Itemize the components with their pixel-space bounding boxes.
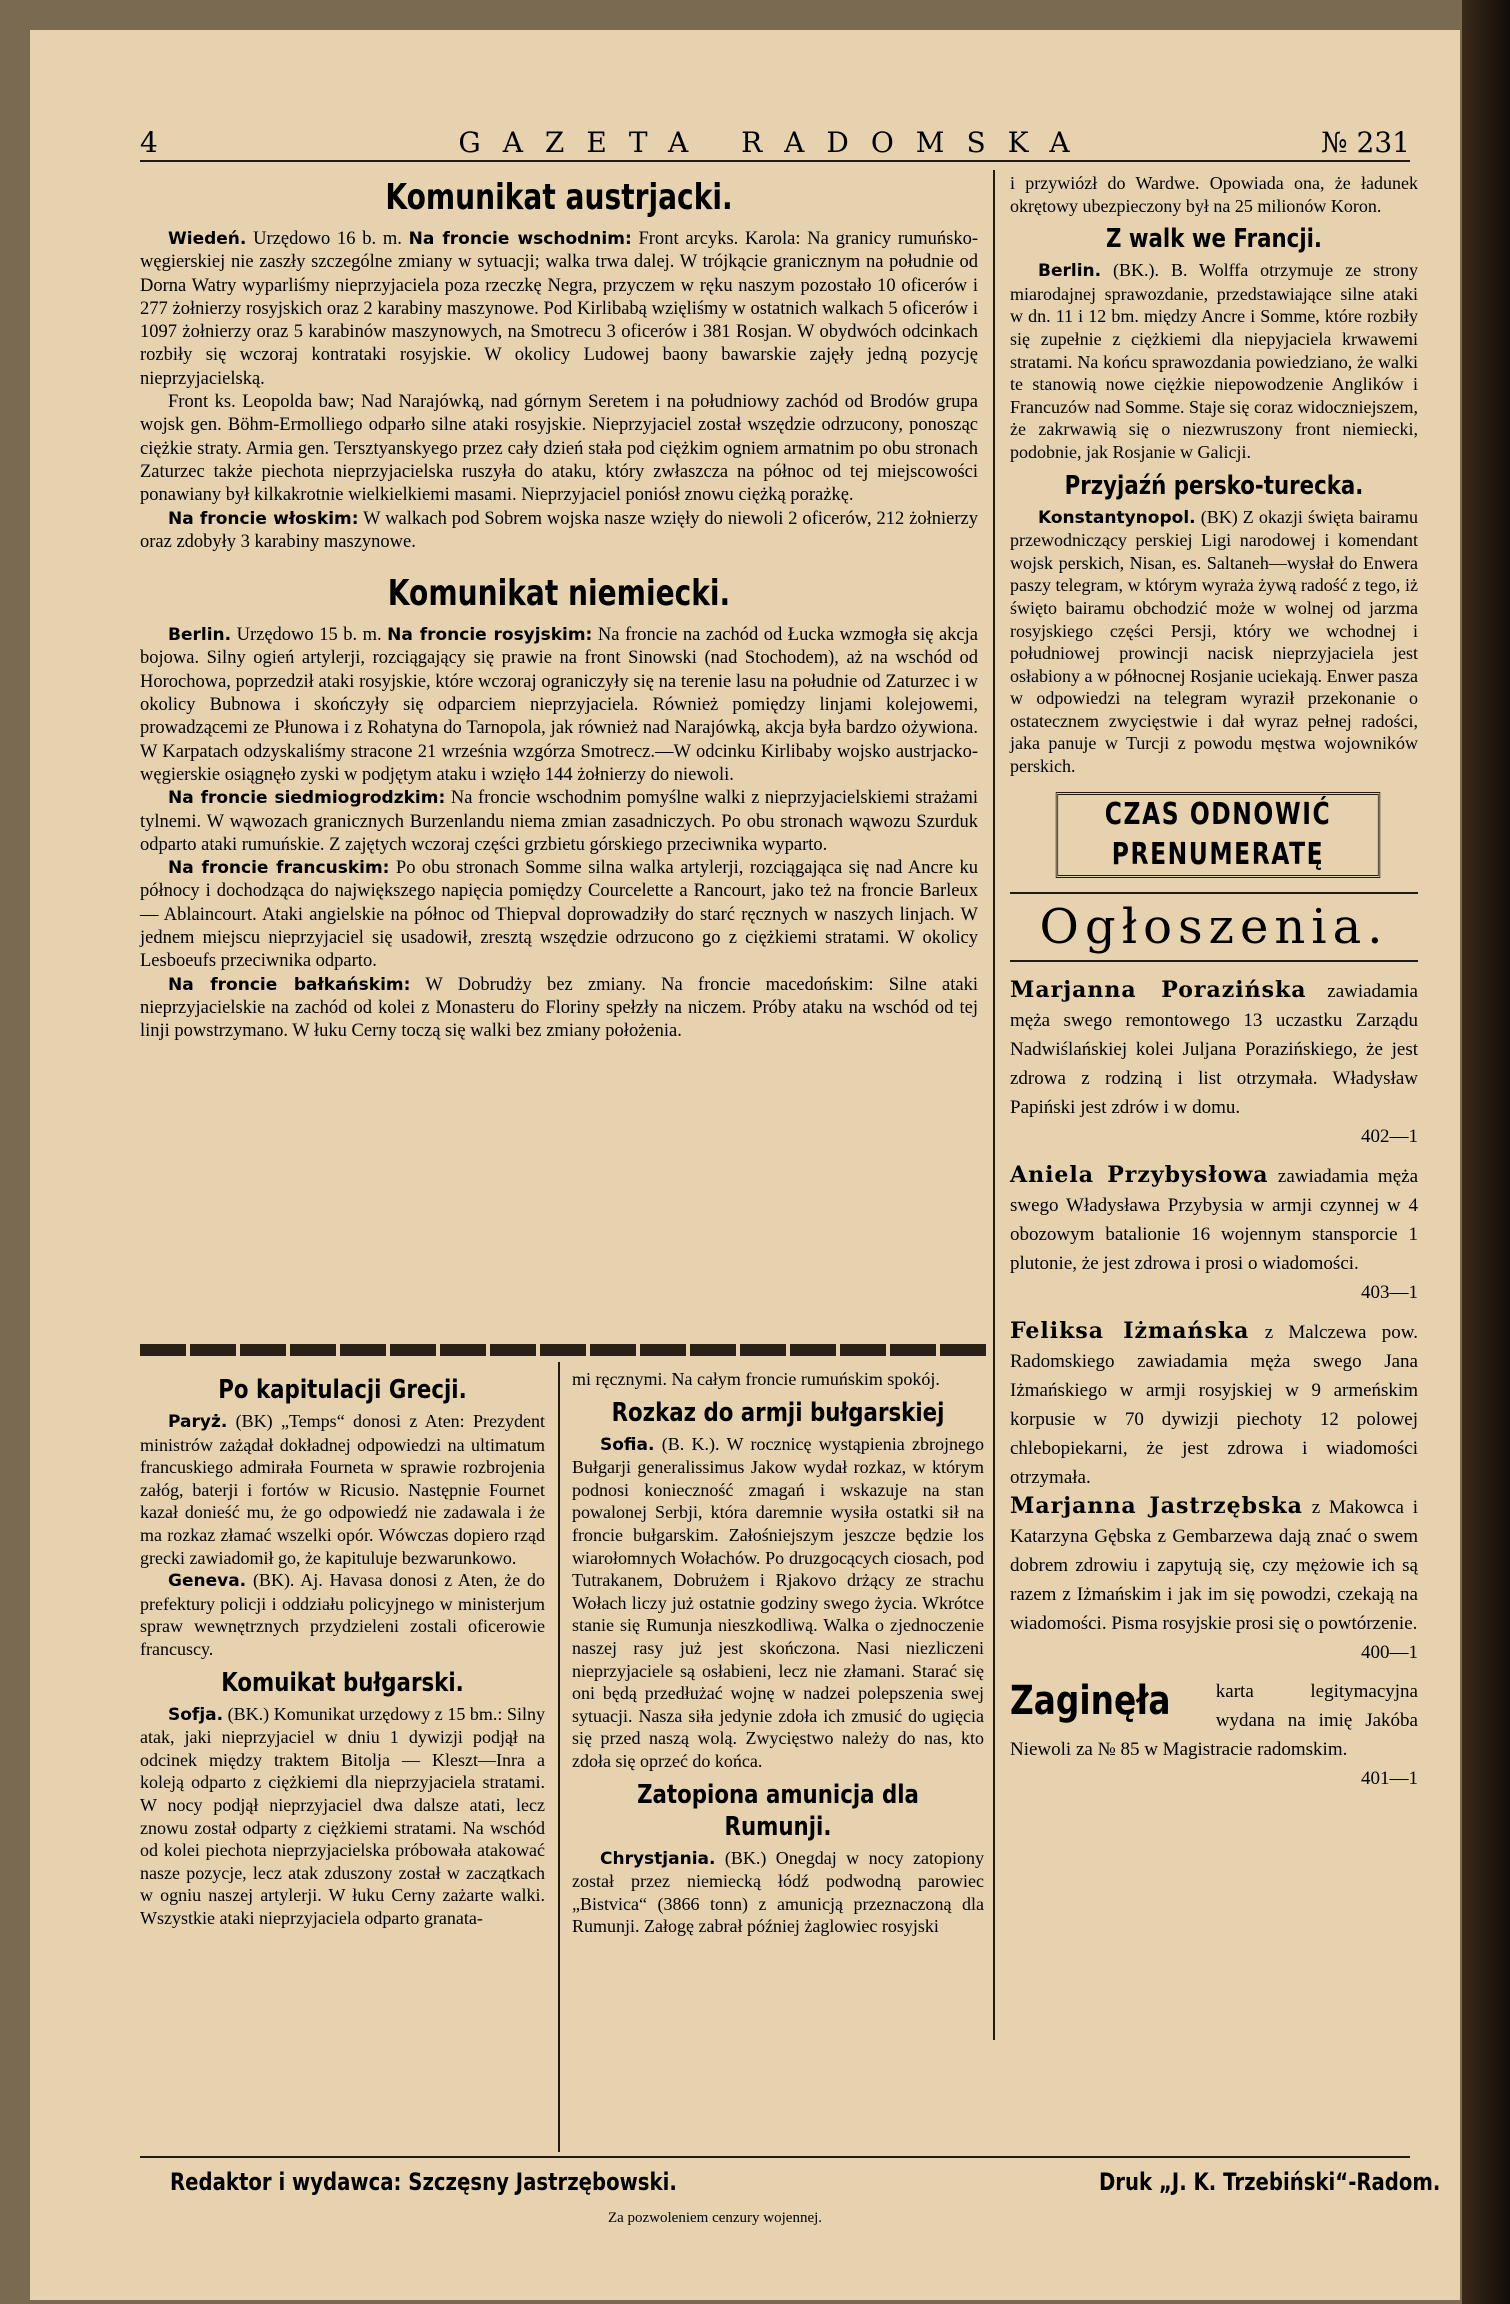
continued-text: i przywiózł do Wardwe. Opowiada ona, że ładunek okrętowy ubezpieczony był na 25 milionów Koron.	[1010, 173, 1418, 216]
bulgar-comm-title: Komuikat bułgarski.	[221, 1667, 464, 1698]
page-number: 4	[140, 126, 158, 159]
german-paragraph: Na froncie siedmiogrodzkim: Na froncie wschodnim pomyślne walki z nieprzyjacielskiemi strażami tylnemi. W wąwozach granicznych Burzenlandu niema zmian zasadniczych. Po obu stronach wąwozu Szurduk odparto ataki rumuńskie. Z zajętych wczoraj części grzbietu górskiego przeciwnika wyparto.	[140, 788, 978, 855]
classified-ad: Feliksa Iżmańska z Malczewa pow. Radomskiego zawiadamia męża swego Jana Iżmańskiego w armji rosyjskiej w 9 armeńskim korpusie w 70 dywizji piechoty 12 polowej chlebopiekarni, że jest zdrowa i wiadomości otrzymała.	[1010, 1317, 1418, 1488]
persia-title: Przyjaźń persko-turecka.	[1064, 470, 1364, 501]
austrian-paragraph: Front ks. Leopolda baw; Nad Narajówką, nad górnym Seretem i na południowy zachód od Brodów grupa wojsk gen. Böhm-Ermolliego odparło silne ataki rosyjskie. Nieprzyjaciel został wszędzie odrzucony, ponosząc ciężkie straty. Armia gen. Tersztyanskyego przez cały dzień stała pod ciężkim ogniem armatnim po obu stronach Zaturzec także piechota nieprzyjacielska ruszyła do ataku, który zwłaszcza na północ od tej miejscowości ponawiany był kilkakrotnie wielkielkiemi masami. Nieprzyjaciel poniósł znowu ciężką porażkę.	[140, 392, 978, 506]
newspaper-title: GAZETA RADOMSKA	[458, 126, 1092, 159]
classified-ad: Aniela Przybysłowa zawiadamia męża swego Władysława Przybysia w armji czynnej w 4 obozowym batalionie 16 wojennym stansporcie 1 plutonie, że jest zdrowa i prosi o wiadomości. 403—1	[1010, 1161, 1418, 1303]
bulgar-army-column	[572, 1368, 984, 1938]
france-title: Z walk we Francji.	[1105, 224, 1323, 255]
communiques-column	[140, 172, 978, 1044]
bulgar-army-paragraph: Sofia. (B. K.). W rocznicę wystąpienia zbrojnego Bułgarji generalissimus Jakow wydał rozkaz, w którym podnosi konieczność zmagań i wskazuje na stan powalonej Serbji, która daremnie wysiła ostatki sił na froncie bułgarskim. Załośniejszym jeszcze będzie los wiarołomnych Wołachów. Po druzgocących ciosach, pod Tutrakanem, Dobrużem i Rjakovo drżący ze strachu Wołach liczy już ostatnie godziny swego życia. Wkrótce stanie się Rumunja nieszkodliwą. Walka o zjednoczenie naszej rasy już jest skończona. Nasi niezliczeni nieprzyjaciele są osłabieni, lecz nie złamani. Starać się oni będą przedłużać wojnę w nadzei polepszenia swej sytuacji. Nasza siła jedynie zdoła ich zmusić do ugięcia się przed naszą wolą. Zwycięstwo należy do nas, kto zdoła się oprzeć do końca.	[572, 1433, 984, 1771]
masthead	[140, 126, 1410, 162]
printer-line: Druk „J. K. Trzebiński“-Radom.	[1098, 2168, 1440, 2196]
austrian-paragraph: Wiedeń. Urzędowo 16 b. m. Na froncie wschodnim: Front arcyks. Karola: Na granicy rumuńsko-węgierskiej nie zaszły szczególne zmiany w sytuacji; walka trwa dalej. W trójkącie granicznym na południe od Dorna Watry wyparliśmy nieprzyjaciela poza rzeczkę Negra, przyczem w ręku naszym pozostało 10 oficerów i 277 żołnierzy rosyjskich oraz 2 karabiny maszynowe. Pod Kirlibabą wzięliśmy w ostatnich walkach 5 oficerów i 1097 żołnierzy oraz 5 karabinów maszynowych, na Smotrecu 3 oficerów i 381 Rosjan. W obydwóch odcinkach rozbiły się wczoraj kontrataki rosyjskie. W okolicy Ludowej baony bawarskie zajęły jedną pozycję nieprzyjacielską.	[140, 229, 978, 389]
ads-title: Ogłoszenia.	[1010, 892, 1418, 962]
column-rule	[558, 1362, 560, 2152]
right-column	[1010, 172, 1418, 1803]
ammo-paragraph: Chrystjania. (BK.) Onegdaj w nocy zatopiony został przez niemiecką łódź podwodną parowiec „Bistvica“ (3866 tonn) z amunicją przeznaczoną dla Rumunji. Załogę zabrał później żaglowiec rosyjski	[572, 1847, 984, 1937]
german-title: Komunikat niemiecki.	[387, 573, 731, 615]
bulgar-army-title: Rozkaz do armji bułgarskiej	[611, 1397, 945, 1428]
greece-paragraph: Geneva. (BK). Aj. Havasa donosi z Aten, że do prefektury policji i oddziału policyjnego w ministerjum spraw wewnętrznych przydzieleni zostali oficerowie francuscy.	[140, 1570, 545, 1659]
austrian-title: Komunikat austrjacki.	[385, 177, 733, 218]
greece-title: Po kapitulacji Grecji.	[218, 1375, 467, 1405]
scan-edge	[1462, 0, 1510, 2304]
greece-paragraph: Paryż. (BK) „Temps“ donosi z Aten: Prezydent ministrów zażądał dokładnej odpowiedzi na ultimatum francuskiego admirała Fourneta w sprawie rozbrojenia załóg, baterji i fortów w Ricusio. Następnie Fournet kazał donieść mu, że go odpowiedź nie zadawala i że ma rozkaz złamać wszelki opór. Wówczas dopiero rząd grecki zawiadomił go, że kapituluje bezwarunkowo.	[140, 1411, 545, 1568]
greece-column	[140, 1368, 545, 1929]
austrian-paragraph: Na froncie włoskim: W walkach pod Sobrem wojska nasze wzięły do niewoli 2 oficerów, 212 żołnierzy oraz zdobyły 3 karabiny maszynowe.	[140, 508, 978, 552]
column-rule	[993, 170, 995, 2040]
bulgar-comm-paragraph: Sofja. (BK.) Komunikat urzędowy z 15 bm.: Silny atak, jaki nieprzyjaciel w dniu 1 dywizji podjął na odcinek między traktem Bitolja — Kleszt—Inra a koleją odparto z ciężkiemi dla nieprzyjaciela stratami. W nocy podjął nieprzyjaciel dwa dalsze atati, lecz znowu został odparty z ciężkiemi stratami. Na wschód od kolei piechota nieprzyjacielska próbowała atakować nasze pozycje, lecz atak zduszony został w zaczątkach w ogniu naszej artylerji. W łuku Cerny zażarte walki. Wszystkie ataki nieprzyjaciela odparto granata-	[140, 1703, 545, 1928]
persia-paragraph: Konstantynopol. (BK) Z okazji święta bairamu przewodniczący perskiej Ligi narodowej i komendant wojsk perskich, Nisan, es. Saltaneh—wysłał do Enwera paszy telegram, w którym wyraża żywą radość z tego, iż święto bairamu obchodzić może w wolnej od jarzma rosyjskiego części Persji, który we wchodnej i południowej prowincji nacisk nieprzyjaciela jest osłabiony a w północnej Rosjanie uciekają. Enwer pasza w odpowiedzi na telegram wyraził przekonanie o ostatecznem zwycięstwie i dał wyraz pełnej radości, jaka panuje w Turcji z powodu męstwa wojowników perskich.	[1010, 506, 1418, 777]
classified-ad: Marjanna Jastrzębska z Makowca i Katarzyna Gębska z Gembarzewa dają znać o swem dobrem zdrowiu i zapytują się, czy mężowie ich są razem z Iżmańskim i jak im się powodzi, czekają na wiadomości. Pisma rosyjskie prosi się o powtórzenie. 400—1	[1010, 1492, 1418, 1663]
issue-number: № 231	[1321, 126, 1410, 159]
classified-ad: Marjanna Porazińska zawiadamia męża swego remontowego 13 uczastku Zarządu Nadwiślańskiej kolei Juljana Porazińskiego, że jest zdrowa z rodziną i list otrzymała. Władysław Papiński jest zdrów i w domu. 402—1	[1010, 976, 1418, 1147]
footer-rule	[140, 2156, 1410, 2158]
german-paragraph: Berlin. Urzędowo 15 b. m. Na froncie rosyjskim: Na froncie na zachód od Łucka wzmogła się akcja bojowa. Silny ogień artylerji, rozciągający się prawie na front Sinowski (nad Stochodem), aż na wschód od Horochowa, poprzedził ataki rosyjskie, które wczoraj ograniczyły się na terenie lasu na południe od Zaturzec i w okolicy Bubnowa i skończyły się odparciem nieprzyjaciela. Również pomiędzy linjami kolejowemi, prowadzącemi ze Płunowa i z Rohatyna do Tarnopola, jak również nad Narajówką, akcja była bardzo ożywiona. W Karpatach odzyskaliśmy stracone 21 września wzgórza Smotrecz.—W odcinku Kirlibaby wojsko austrjacko-węgierskie osiągnęło zyski w podjętym ataku i wzięło 144 żołnierzy do niewoli.	[140, 625, 978, 785]
editor-line: Redaktor i wydawca: Szczęsny Jastrzębowski.	[170, 2168, 677, 2196]
subscription-banner: CZAS ODNOWIĆ PRENUMERATĘ	[1056, 792, 1380, 878]
german-paragraph: Na froncie francuskim: Po obu stronach Somme silna walka artylerji, rozciągająca się nad Ancre ku północy i dochodząca do największego napięcia pomiędzy Courcelette a Rancourt, jako też na froncie Barleux — Ablaincourt. Ataki angielskie na północ od Thiepval doprowadziły do starć ręcznych w naszych linjach. W jednem miejscu nieprzyjaciel się usadowił, zresztą wszędzie odrzucono go z ciężkiemi stratami. W okolicy Lesboeufs przeciwnika odparto.	[140, 858, 978, 972]
continued-text: mi ręcznymi. Na całym froncie rumuńskim spokój.	[572, 1369, 940, 1389]
censorship-note: Za pozwoleniem cenzury wojennej.	[607, 2210, 823, 2226]
german-paragraph: Na froncie bałkańskim: W Dobrudży bez zmiany. Na froncie macedońskim: Silne ataki nieprzyjacielskie na zachód od kolei z Monasteru do Floriny spełzły na niczem. Próby ataku na wschód od tej linji powstrzymano. W łuku Cerny toczą się walki bez zmiany położenia.	[140, 974, 979, 1042]
section-divider	[140, 1344, 990, 1356]
ammo-title: Zatopiona amunicja dla Rumunji.	[637, 1779, 919, 1842]
france-paragraph: Berlin. (BK.). B. Wolffa otrzymuje ze strony miarodajnej sprawozdanie, przedstawiające silne ataki w dn. 11 i 12 bm. między Ancre i Somme, które rozbiły się zupełnie z ciężkiemi dla niepyjaciela krwawemi stratami. Na końcu sprawozdania powiedziano, że walki te stanowią nowe ciężkie niepowodzenie Anglików i Francuzów nad Somme. Staje się coraz widoczniejszem, że zakrwawią się o niezwruszony front niemiecki, podobnie, jak Rosjanie w Galicji.	[1010, 260, 1418, 462]
lost-notice: Zaginęła karta legitymacyjna wydana na imię Jakóba Niewoli za № 85 w Magistracie radomskim. 401—1	[1010, 1677, 1418, 1789]
